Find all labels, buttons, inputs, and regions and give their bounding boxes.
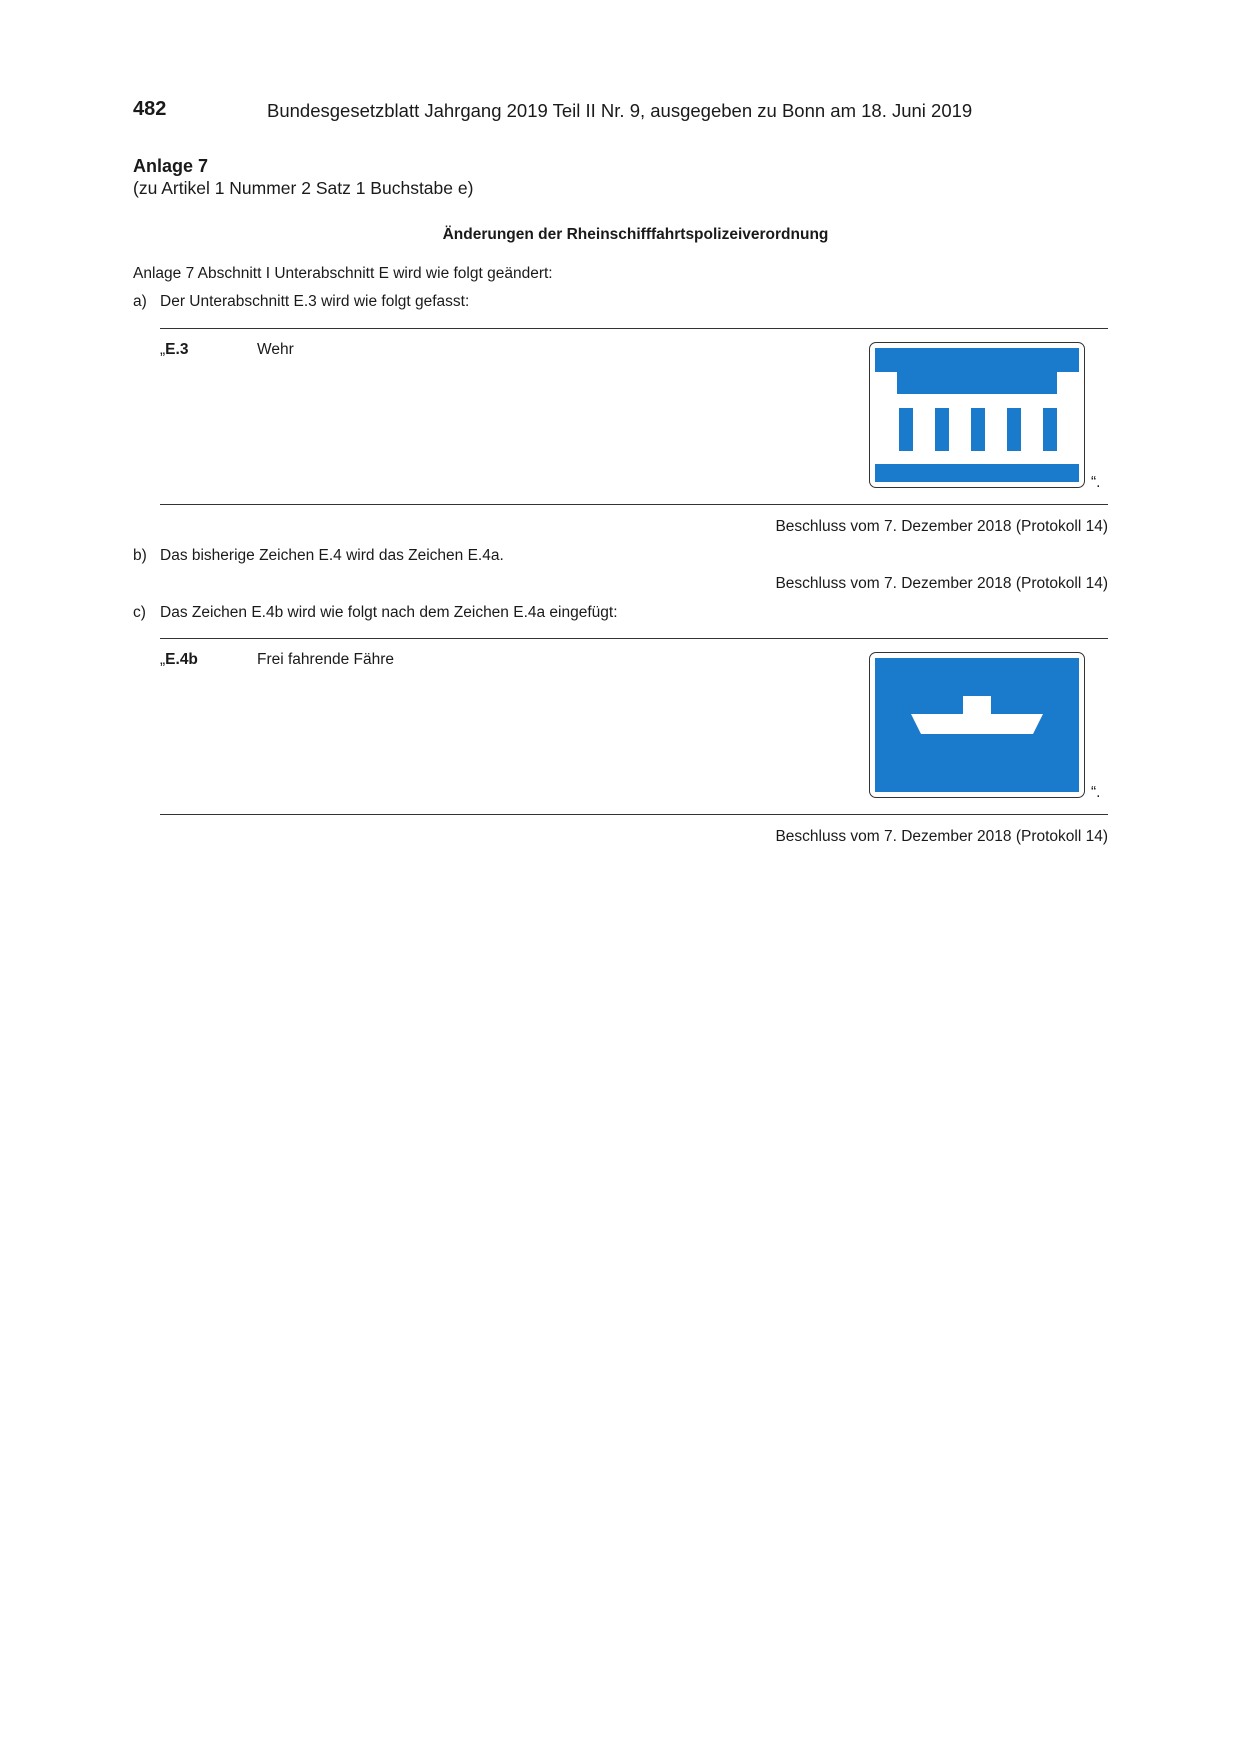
sign-e3-frame (869, 342, 1085, 488)
section-heading: Änderungen der Rheinschifffahrtspolizeiverordnung (442, 226, 829, 243)
item-a-marker: a) (133, 293, 147, 310)
sign-e4b-bottom-rule (160, 814, 1108, 815)
running-header: Bundesgesetzblatt Jahrgang 2019 Teil II Nr. 9, ausgegeben zu Bonn am 18. Juni 2019 (267, 100, 973, 121)
sign-e4b-close-quote: “. (1091, 784, 1101, 801)
sign-e4b-name: Frei fahrende Fähre (257, 651, 394, 668)
anlage-title: Anlage 7 (133, 156, 209, 176)
sign-e3-bottom-rule (160, 504, 1108, 505)
weir-bar (1007, 408, 1021, 451)
item-b-marker: b) (133, 547, 147, 564)
sign-e3-code (160, 341, 188, 359)
ferry-hull (911, 714, 1043, 734)
item-b-resolution: Beschluss vom 7. Dezember 2018 (Protokoll 14) (775, 575, 1108, 592)
sign-e4b-code-label: E.4b (165, 651, 198, 668)
ferry-sign-icon (875, 658, 1079, 792)
sign-e3-code-label: E.3 (165, 341, 189, 358)
item-a-resolution: Beschluss vom 7. Dezember 2018 (Protokoll 14) (775, 518, 1108, 535)
weir-bar (899, 408, 913, 451)
sign-e4b-open-quote: „ (160, 651, 166, 668)
sign-e3-open-quote: „ (160, 341, 166, 358)
weir-bar (1043, 408, 1057, 451)
item-b-text: Das bisherige Zeichen E.4 wird das Zeichen E.4a. (160, 547, 504, 564)
weir-sign-icon (875, 348, 1079, 482)
page-number: 482 (133, 98, 167, 120)
sign-e4b-frame (869, 652, 1085, 798)
weir-bar (971, 408, 985, 451)
intro-text: Anlage 7 Abschnitt I Unterabschnitt E wird wie folgt geändert: (133, 265, 553, 282)
sign-e4b-code (160, 651, 198, 669)
item-c-text: Das Zeichen E.4b wird wie folgt nach dem Zeichen E.4a eingefügt: (160, 604, 618, 621)
sign-e3-close-quote: “. (1091, 474, 1101, 491)
sign-e3-top-rule (160, 328, 1108, 329)
item-c-marker: c) (133, 604, 146, 621)
anlage-reference: (zu Artikel 1 Nummer 2 Satz 1 Buchstabe e) (133, 178, 474, 198)
sign-e4b-top-rule (160, 638, 1108, 639)
item-a-text: Der Unterabschnitt E.3 wird wie folgt gefasst: (160, 293, 470, 310)
item-c-resolution: Beschluss vom 7. Dezember 2018 (Protokoll 14) (775, 828, 1108, 845)
weir-bar (935, 408, 949, 451)
ferry-cabin (963, 696, 991, 714)
sign-e3-name: Wehr (257, 341, 294, 358)
